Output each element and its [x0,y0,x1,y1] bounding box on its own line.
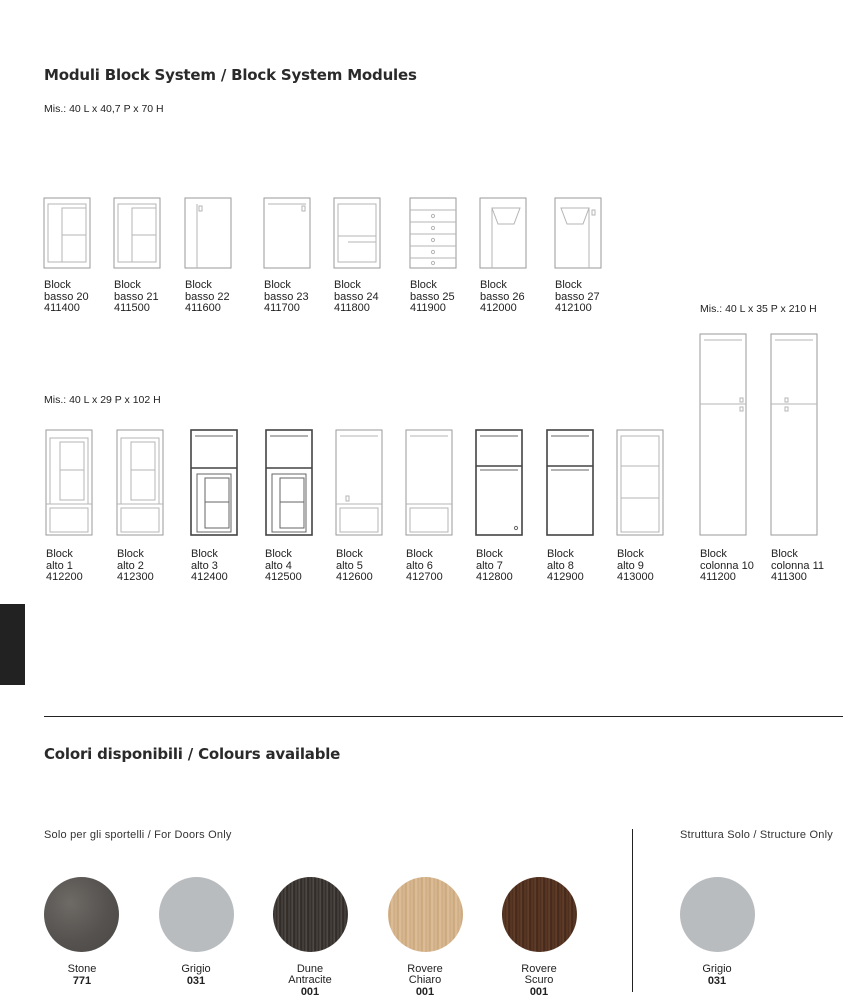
article-code: 413000 [617,571,654,583]
caption-alto-2 [117,549,154,584]
colours-title: Colori disponibili / Colours available [44,745,341,763]
colour-label-dune-antracite [270,964,350,998]
caption-line: Block [406,548,433,560]
caption-line: Block [547,548,574,560]
caption-line: Block [44,279,71,291]
cabinet-drawing-alto-2 [117,430,163,535]
caption-basso-20 [44,280,89,315]
colour-label-grigio [156,964,236,987]
colour-code: 771 [72,975,92,987]
colour-name: Grigio [702,963,732,975]
swatch-dune-antracite [273,877,348,952]
page-edge-tab [0,604,25,685]
caption-basso-24 [334,280,379,315]
article-code: 411700 [264,302,300,314]
cabinet-drawing-alto-4 [266,430,312,535]
measure-high: Mis.: 40 L x 29 P x 102 H [44,394,161,406]
article-code: 412500 [265,571,302,583]
cabinet-drawing-colonna-10 [700,334,746,535]
colour-label-structure-grigio [677,964,757,987]
cabinet-drawing-alto-6 [406,430,452,535]
article-code: 411400 [44,302,80,314]
caption-line: basso 26 [480,290,525,303]
colour-code: 001 [415,986,435,998]
swatch-rovere-scuro [502,877,577,952]
section-divider [44,716,843,717]
caption-alto-6 [406,549,443,584]
caption-line: Block [46,548,73,560]
structure-only-label: Struttura Solo / Structure Only [680,829,833,841]
caption-line: alto 4 [265,559,292,572]
alto-drawings [40,328,840,543]
measure-column: Mis.: 40 L x 35 P x 210 H [700,303,817,315]
colour-label-rovere-chiaro [385,964,465,998]
article-code: 411900 [410,302,446,314]
measure-low: Mis.: 40 L x 40,7 P x 70 H [44,103,164,115]
article-code: 411300 [771,571,807,583]
caption-basso-26 [480,280,525,315]
caption-alto-4 [265,549,302,584]
colour-name: Rovere Chiaro [407,963,443,986]
caption-line: Block [264,279,291,291]
caption-alto-5 [336,549,373,584]
article-code: 412600 [336,571,373,583]
caption-line: Block [476,548,503,560]
caption-line: basso 22 [185,290,230,303]
caption-line: Block [185,279,212,291]
colour-name: Dune Antracite [288,963,332,986]
article-code: 412200 [46,571,83,583]
swatch-grigio [159,877,234,952]
caption-basso-25 [410,280,455,315]
cabinet-drawing-alto-5 [336,430,382,535]
caption-colonna-10 [700,549,754,584]
article-code: 412300 [117,571,154,583]
caption-line: Block [336,548,363,560]
caption-line: colonna 10 [700,559,754,572]
article-code: 412400 [191,571,228,583]
caption-alto-9 [617,549,654,584]
caption-line: Block [191,548,218,560]
swatch-rovere-chiaro [388,877,463,952]
caption-line: Block [480,279,507,291]
swatch-structure-grigio [680,877,755,952]
cabinet-drawing-basso-26 [480,198,526,268]
caption-line: Block [334,279,361,291]
article-code: 411600 [185,302,221,314]
caption-basso-27 [555,280,600,315]
cabinet-drawing-basso-22 [185,198,231,268]
caption-alto-8 [547,549,584,584]
caption-line: alto 9 [617,559,644,572]
cabinet-drawing-colonna-11 [771,334,817,535]
article-code: 412000 [480,302,517,314]
cabinet-drawing-alto-8 [547,430,593,535]
caption-line: Block [617,548,644,560]
colour-code: 001 [300,986,320,998]
caption-line: alto 2 [117,559,144,572]
caption-line: basso 23 [264,290,309,303]
article-code: 412700 [406,571,443,583]
caption-line: Block [117,548,144,560]
caption-line: Block [114,279,141,291]
cabinet-drawing-basso-25 [410,198,456,268]
caption-alto-3 [191,549,228,584]
article-code: 412100 [555,302,592,314]
swatch-stone [44,877,119,952]
caption-basso-21 [114,280,159,315]
caption-line: basso 21 [114,290,159,303]
colour-name: Stone [67,963,97,975]
caption-basso-23 [264,280,309,315]
colour-label-stone [42,964,122,987]
caption-line: Block [410,279,437,291]
basso-drawings [40,194,660,274]
cabinet-drawing-basso-24 [334,198,380,268]
caption-line: alto 6 [406,559,433,572]
caption-colonna-11 [771,549,824,584]
colour-code: 001 [529,986,549,998]
caption-line: alto 3 [191,559,218,572]
article-code: 411800 [334,302,370,314]
caption-line: basso 27 [555,290,600,303]
caption-alto-7 [476,549,513,584]
article-code: 411200 [700,571,736,583]
caption-line: basso 24 [334,290,379,303]
caption-line: Block [771,548,798,560]
caption-line: colonna 11 [771,559,825,572]
article-code: 411500 [114,302,150,314]
colours-vertical-divider [632,829,633,992]
doors-only-label: Solo per gli sportelli / For Doors Only [44,829,232,841]
cabinet-drawing-basso-23 [264,198,310,268]
colour-name: Grigio [181,963,211,975]
caption-line: alto 5 [336,559,363,572]
caption-line: Block [555,279,582,291]
modules-title: Moduli Block System / Block System Modules [44,66,417,84]
caption-line: alto 7 [476,559,503,572]
cabinet-drawing-basso-21 [114,198,160,268]
article-code: 412800 [476,571,513,583]
cabinet-drawing-basso-20 [44,198,90,268]
cabinet-drawing-alto-7 [476,430,522,535]
caption-line: Block [700,548,727,560]
cabinet-drawing-alto-1 [46,430,92,535]
caption-line: alto 8 [547,559,574,572]
colour-code: 031 [186,975,206,987]
colour-name: Rovere Scuro [521,963,557,986]
article-code: 412900 [547,571,584,583]
cabinet-drawing-alto-9 [617,430,663,535]
caption-line: Block [265,548,292,560]
cabinet-drawing-alto-3 [191,430,237,535]
caption-line: basso 20 [44,290,89,303]
caption-line: basso 25 [410,290,455,303]
caption-basso-22 [185,280,230,315]
cabinet-drawing-basso-27 [555,198,601,268]
caption-line: alto 1 [46,559,73,572]
colour-code: 031 [707,975,727,987]
colour-label-rovere-scuro [499,964,579,998]
caption-alto-1 [46,549,83,584]
